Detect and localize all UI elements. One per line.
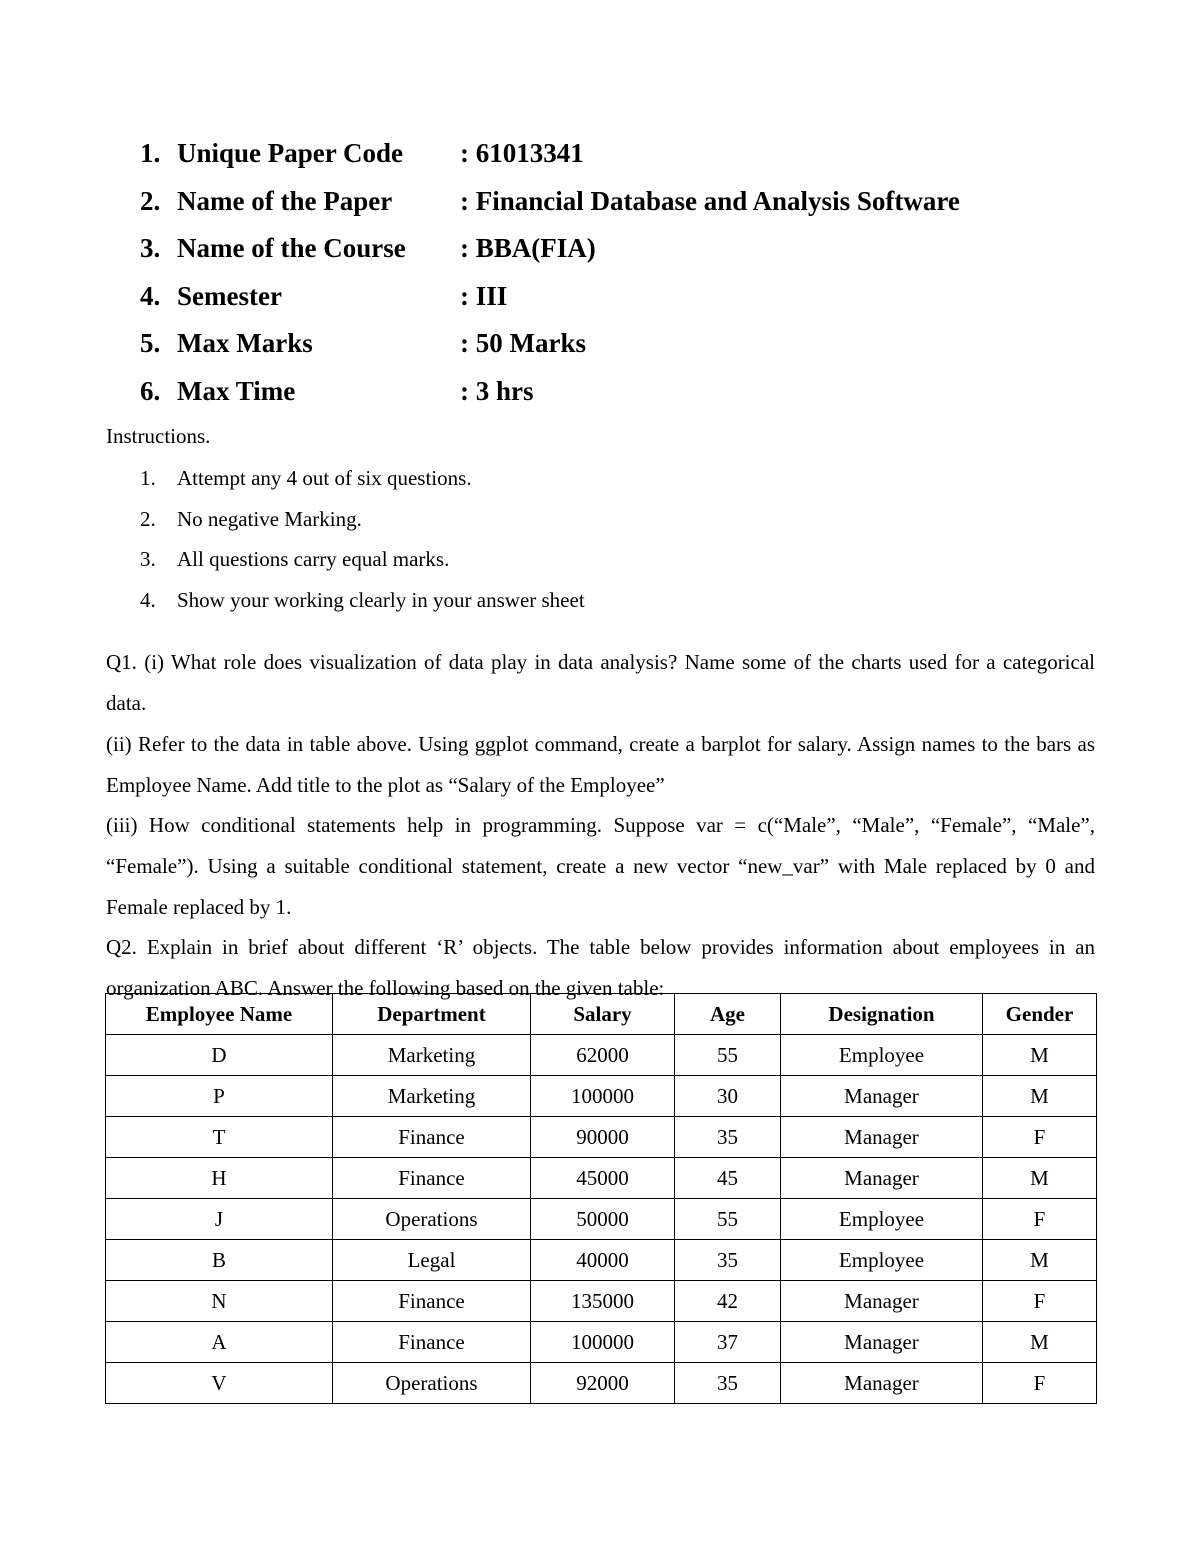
table-cell: 40000 [531,1240,675,1281]
table-cell: Manager [781,1158,983,1199]
table-cell: 55 [675,1035,781,1076]
paper-detail-row [140,281,960,329]
table-cell: 55 [675,1199,781,1240]
table-cell: T [106,1117,333,1158]
table-row [106,1240,1097,1281]
instruction-item [140,588,585,629]
instruction-text: Attempt any 4 out of six questions. [177,466,472,490]
table-cell: M [983,1158,1097,1199]
table-cell: M [983,1076,1097,1117]
table-cell: Manager [781,1076,983,1117]
column-header: Gender [983,994,1097,1035]
column-header: Employee Name [106,994,333,1035]
table-cell: F [983,1199,1097,1240]
table-cell: Finance [333,1322,531,1363]
paper-detail-number: 5. [140,328,161,358]
table-row [106,1363,1097,1404]
table-body [106,1035,1097,1404]
table-row [106,1281,1097,1322]
table-cell: Marketing [333,1035,531,1076]
table-cell: Employee [781,1240,983,1281]
column-header: Department [333,994,531,1035]
paper-detail-number: 4. [140,280,161,311]
paper-detail-label: Max Marks [177,328,313,358]
table-cell: 90000 [531,1117,675,1158]
paper-detail-value: : 61013341 [460,138,584,168]
instruction-item [140,507,585,548]
paper-detail-value: : BBA(FIA) [460,233,596,263]
table-cell: 100000 [531,1076,675,1117]
table-cell: 92000 [531,1363,675,1404]
instruction-item [140,547,585,588]
column-header: Age [675,994,781,1035]
instructions-list [140,466,585,629]
table-cell: J [106,1199,333,1240]
table-cell: Marketing [333,1076,531,1117]
paper-detail-label: Name of the Course [177,233,406,263]
paper-details-list [140,138,960,423]
paper-detail-label: Semester [177,280,282,311]
column-header: Salary [531,994,675,1035]
table-cell: 45 [675,1158,781,1199]
paper-detail-value: : 3 hrs [460,375,534,406]
table-row [106,1117,1097,1158]
table-cell: Employee [781,1199,983,1240]
table-cell: M [983,1035,1097,1076]
table-cell: 100000 [531,1322,675,1363]
table-row [106,1322,1097,1363]
paper-detail-label: Unique Paper Code [177,138,404,168]
table-cell: 35 [675,1117,781,1158]
paper-detail-value: : Financial Database and Analysis Software [460,185,960,216]
table-cell: Operations [333,1363,531,1404]
table-cell: Finance [333,1281,531,1322]
question-2: Q2. Explain in brief about different ‘R’ objects. The table below provides information about employees in an organization ABC. Answer the following based on the given table: [106,935,1095,1000]
question-1-part-iii: (iii) How conditional statements help in programming. Suppose var = c(“Male”, “Male”, “Female”, “Male”, “Female”). Using a suitable conditional statement, create a new vector “new_var” with Male replaced by 0 and Female replaced by 1. [106,813,1095,919]
table-cell: 135000 [531,1281,675,1322]
table-cell: V [106,1363,333,1404]
paper-detail-value: : 50 Marks [460,328,586,358]
table-row [106,1035,1097,1076]
table-cell: Finance [333,1158,531,1199]
employee-table [105,993,1097,1404]
table-cell: Finance [333,1117,531,1158]
table-cell: Operations [333,1199,531,1240]
column-header: Designation [781,994,983,1035]
table-cell: Employee [781,1035,983,1076]
paper-detail-number: 2. [140,185,161,216]
table-cell: D [106,1035,333,1076]
instructions-heading: Instructions. [106,424,211,448]
paper-detail-value: : III [460,280,508,311]
table-cell: 30 [675,1076,781,1117]
paper-detail-number: 3. [140,233,161,263]
paper-detail-row [140,186,960,234]
table-cell: M [983,1322,1097,1363]
instruction-number: 3. [140,547,156,572]
table-cell: 35 [675,1240,781,1281]
instruction-text: Show your working clearly in your answer sheet [177,588,585,613]
paper-detail-row [140,376,960,424]
paper-detail-label: Name of the Paper [177,185,393,216]
paper-detail-row [140,328,960,376]
paper-detail-row [140,233,960,281]
table-cell: 35 [675,1363,781,1404]
table-cell: B [106,1240,333,1281]
paper-detail-number: 1. [140,138,161,168]
table-cell: N [106,1281,333,1322]
table-cell: F [983,1363,1097,1404]
table-cell: F [983,1281,1097,1322]
instruction-text: No negative Marking. [177,506,362,531]
paper-detail-number: 6. [140,375,161,406]
table-cell: P [106,1076,333,1117]
table-cell: M [983,1240,1097,1281]
table-header-row [106,994,1097,1035]
table-cell: 37 [675,1322,781,1363]
table-cell: 50000 [531,1199,675,1240]
table-cell: H [106,1158,333,1199]
table-cell: Manager [781,1117,983,1158]
table-cell: 62000 [531,1035,675,1076]
table-row [106,1158,1097,1199]
table-cell: 42 [675,1281,781,1322]
instruction-number: 1. [140,466,156,490]
table-row [106,1199,1097,1240]
paper-detail-label: Max Time [177,375,296,406]
instruction-number: 2. [140,506,156,531]
table-row [106,1076,1097,1117]
table-cell: Manager [781,1363,983,1404]
instruction-number: 4. [140,588,156,613]
instruction-text: All questions carry equal marks. [177,547,450,572]
instruction-item [140,466,585,507]
question-1-part-ii: (ii) Refer to the data in table above. Using ggplot command, create a barplot for salary. Assign names to the bars as Employee Name. Add title to the plot as “Salary of the Employee” [106,732,1095,797]
table-cell: A [106,1322,333,1363]
paper-detail-row [140,138,960,186]
table-cell: 45000 [531,1158,675,1199]
table-cell: Manager [781,1281,983,1322]
table-cell: Manager [781,1322,983,1363]
table-cell: Legal [333,1240,531,1281]
question-1-part-i: Q1. (i) What role does visualization of data play in data analysis? Name some of the charts used for a categorical data. [106,650,1095,715]
table-cell: F [983,1117,1097,1158]
